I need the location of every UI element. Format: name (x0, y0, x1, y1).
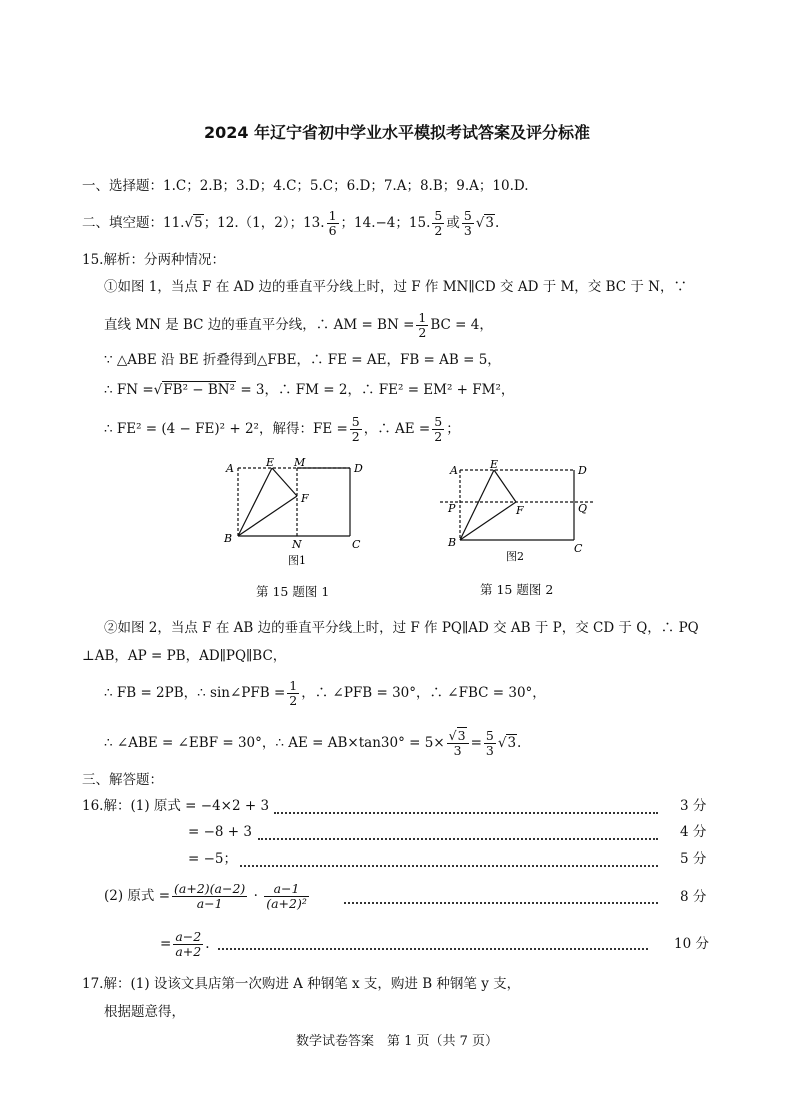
q17-line: 根据题意得， (104, 1004, 185, 1020)
label-d: D (578, 464, 587, 477)
fraction: $\frac{5}{2}$ (434, 208, 443, 238)
score: 3 分 (680, 798, 707, 814)
fraction: $\frac{1}{2}$ (289, 678, 298, 708)
label-q: Q (578, 502, 588, 515)
fraction: $\frac{1}{2}$ (418, 310, 427, 340)
q16-step: 16.解：(1) 原式 = −4×2 + 3 (82, 798, 270, 814)
fill-in-answers: 二、填空题：11.√5；12.（1，2）；13. $\frac{1}{6}$ ；14.−4；15. $\frac{5}{2}$ 或 $\frac{5}{3}$ √3. (82, 208, 500, 238)
fraction: $\frac{5}{3}$ (485, 728, 494, 758)
segment-bf (460, 502, 516, 540)
label-c: C (574, 542, 583, 555)
figure-1-caption: 第 15 题图 1 (256, 584, 330, 599)
fraction: $\frac{a-2}{a+2}$ (175, 929, 202, 959)
section-3-heading: 三、解答题： (82, 772, 163, 788)
leader-dots (258, 836, 658, 840)
label-e: E (266, 456, 275, 469)
label-c: C (352, 538, 361, 551)
segment-be (238, 468, 272, 536)
figure-15-2 (436, 458, 606, 562)
segment-bf (238, 496, 297, 536)
fraction: $\frac{1}{6}$ (328, 208, 337, 238)
q16-step: = −8 + 3 (188, 824, 252, 840)
score: 4 分 (680, 824, 707, 840)
figure-15-1 (220, 456, 370, 568)
label-a: A (450, 464, 458, 477)
label-f: F (301, 492, 309, 505)
q15-line: ∵ △ABE 沿 BE 折叠得到△FBE，∴ FE = AE，FB = AB = 5， (104, 352, 501, 368)
fraction: $\frac{√3}{3}$ (447, 729, 469, 758)
q16-step: = $\frac{a-2}{a+2}$ . (160, 929, 210, 959)
segment-ef (494, 470, 516, 502)
q16-step: = −5； (188, 851, 238, 867)
label-m: M (294, 456, 306, 469)
label-n: N (292, 538, 302, 551)
q15-line: ∴ ∠ABE = ∠EBF = 30°，∴ AE = AB×tan30° = 5× $\frac{√3}{3}$ = $\frac{5}{3}$ √3. (104, 728, 522, 758)
fraction: $\frac{5}{3}$ (463, 208, 472, 238)
label-b: B (224, 532, 233, 545)
score: 8 分 (680, 889, 707, 905)
page-title: 2024 年辽宁省初中学业水平模拟考试答案及评分标准 (203, 123, 591, 142)
label-b: B (448, 536, 457, 549)
q16-step: (2) 原式 = $\frac{(a+2)(a-2)}{a-1}$ · $\frac{a-1}{\text{(a+2)²}}$ (104, 881, 307, 911)
score: 10 分 (674, 936, 709, 952)
q15-line: ⊥AB，AP = PB，AD∥PQ∥BC， (82, 648, 287, 664)
q15-heading: 15.解析：分两种情况： (82, 252, 225, 268)
leader-dots (344, 900, 658, 904)
fraction: $\frac{a-1}{\text{(a+2)²}}$ (266, 881, 307, 911)
q15-line: ∴ FB = 2PB，∴ sin∠PFB = $\frac{1}{2}$ ，∴ ∠PFB = 30°，∴ ∠FBC = 30°， (104, 678, 546, 708)
fraction: $\frac{5}{2}$ (351, 414, 360, 444)
fraction: $\frac{(a+2)(a-2)}{a-1}$ (174, 881, 246, 911)
q17-line: 17.解：(1) 设该文具店第一次购进 A 种钢笔 x 支，购进 B 种钢笔 y 支， (82, 976, 521, 992)
q15-line: ∴ FE² = (4 − FE)² + 2²，解得：FE = $\frac{5}{2}$ ，∴ AE = $\frac{5}{2}$ ； (104, 414, 460, 444)
figure-2-inner-caption: 图2 (506, 550, 524, 562)
q15-line: ①如图 1，当点 F 在 AD 边的垂直平分线上时，过 F 作 MN∥CD 交 AD 于 M，交 BC 于 N，∵ (104, 279, 687, 295)
segment-be (460, 470, 494, 540)
page-footer: 数学试卷答案 第 1 页（共 7 页） (295, 1034, 499, 1049)
leader-dots (218, 946, 648, 950)
fraction: $\frac{5}{2}$ (434, 414, 443, 444)
q15-line: 直线 MN 是 BC 边的垂直平分线，∴ AM = BN = $\frac{1}{2}$ BC = 4， (104, 310, 493, 340)
score: 5 分 (680, 851, 707, 867)
figure-2-caption: 第 15 题图 2 (480, 582, 554, 597)
q15-line: ②如图 2，当点 F 在 AB 边的垂直平分线上时，过 F 作 PQ∥AD 交 AB 于 P，交 CD 于 Q，∴ PQ (104, 620, 699, 636)
choice-answers: 一、选择题：1.C；2.B；3.D；4.C；5.C；6.D；7.A；8.B；9.A；10.D. (82, 178, 529, 194)
label-e: E (490, 458, 499, 471)
leader-dots (240, 863, 658, 867)
label-p: P (448, 502, 456, 515)
segment-ef (272, 468, 297, 496)
figure-1-inner-caption: 图1 (288, 554, 306, 567)
label-d: D (354, 462, 363, 475)
label-f: F (516, 504, 524, 517)
label-a: A (226, 462, 234, 475)
leader-dots (274, 810, 658, 814)
q15-line: ∴ FN =√FB² − BN² = 3，∴ FM = 2，∴ FE² = EM² + FM²， (104, 382, 515, 398)
